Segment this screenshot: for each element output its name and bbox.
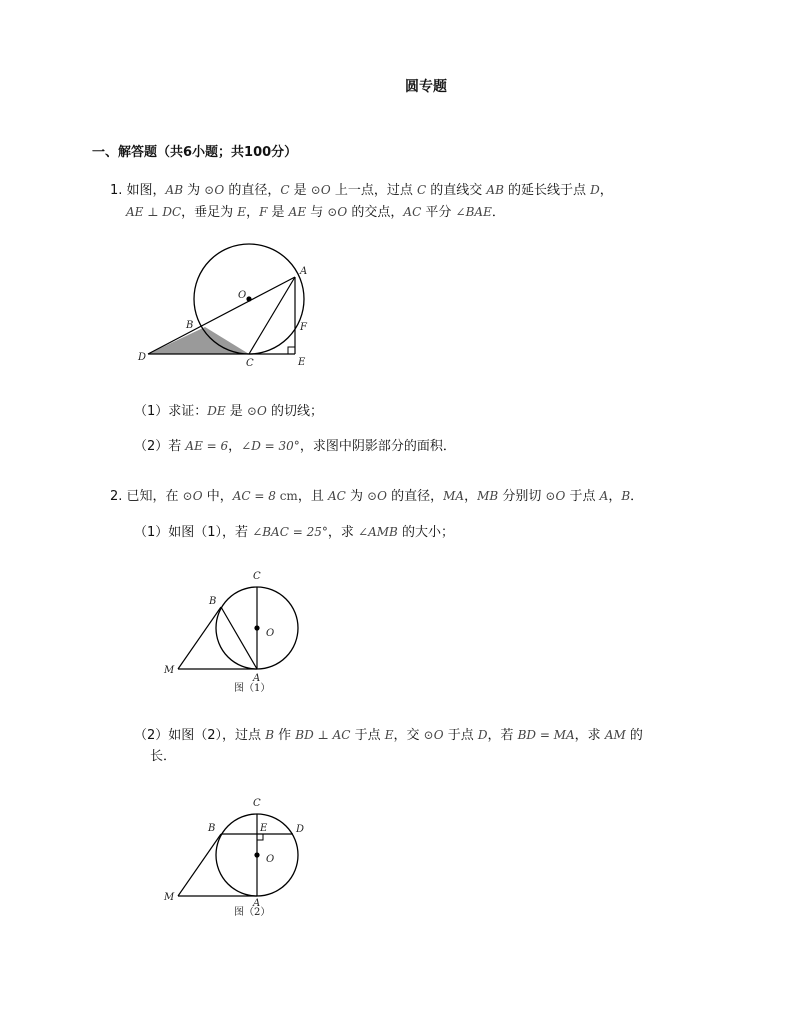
label-d: D <box>296 824 305 835</box>
label-b: B <box>208 823 216 834</box>
label-b: B <box>209 596 217 607</box>
q1-line-1: 1. 如图，AB 为 ⊙O 的直径，C 是 ⊙O 上一点，过点 C 的直线交 AB 的延长线于点 D， <box>110 183 613 198</box>
q1-line-2: AE ⊥ DC，垂足为 E，F 是 AE 与 ⊙O 的交点，AC 平分 ∠BAE． <box>126 205 505 220</box>
q2-figure-2 <box>155 790 315 925</box>
label-c: C <box>253 571 261 582</box>
center-point <box>246 296 251 301</box>
label-b: B <box>186 320 194 331</box>
q2-figure-1 <box>155 565 305 695</box>
q2-line-1: 2. 已知，在 ⊙O 中，AC = 8 cm，且 AC 为 ⊙O 的直径，MA，MB 分别切 ⊙O 于点 A，B． <box>110 489 644 504</box>
q1-sub-1: （1）求证：DE 是 ⊙O 的切线； <box>134 404 323 419</box>
figure-1-caption: 图（1） <box>234 683 271 694</box>
q2-sub-1: （1）如图（1），若 ∠BAC = 25°，求 ∠AMB 的大小； <box>134 525 454 540</box>
label-c: C <box>253 798 261 809</box>
q2-sub-2-cont: 长． <box>150 749 177 764</box>
label-o: O <box>266 854 275 865</box>
label-f: F <box>300 322 307 333</box>
section-heading: 一、解答题（共6小题；共100分） <box>92 145 298 160</box>
label-c: C <box>246 358 254 369</box>
label-a: A <box>253 898 261 909</box>
label-m: M <box>164 665 175 676</box>
q2-sub-2: （2）如图（2），过点 B 作 BD ⊥ AC 于点 E，交 ⊙O 于点 D，若 BD = MA，求 AM 的 <box>134 728 643 743</box>
label-o: O <box>238 290 247 301</box>
figure-2-caption: 图（2） <box>234 907 271 918</box>
label-a: A <box>253 673 261 684</box>
q1-sub-2: （2）若 AE = 6，∠D = 30°，求图中阴影部分的面积． <box>134 439 456 454</box>
label-e: E <box>260 823 268 834</box>
shaded-region <box>148 327 249 354</box>
q1-figure <box>130 240 320 370</box>
label-o: O <box>266 628 275 639</box>
label-d: D <box>138 352 147 363</box>
label-e: E <box>298 357 306 368</box>
label-m: M <box>164 892 175 903</box>
label-a: A <box>300 266 308 277</box>
page-title: 圆专题 <box>405 79 447 95</box>
